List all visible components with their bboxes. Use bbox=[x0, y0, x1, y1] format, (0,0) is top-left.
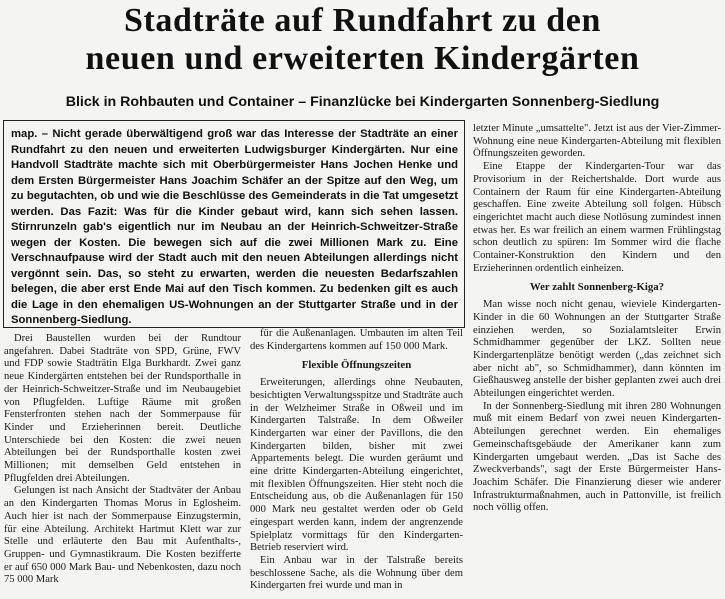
column-3-paragraph: Eine Etappe der Kindergarten-Tour war das Provisorium in der Reichertshalde. Dort wurde aus Containern der Raum für eine Kindergarten-Abteilung geschaffen. Eine zweite Abteilung soll folgen. Hübsch eingerichtet macht auch diese Notlösung zumindest innen etwas her. Es war freilich an einem warmen Frühlingstag schon deutlich zu spüren: Im Sommer wird die flache Container-Konstruktion den Kindern und den Erzieherinnen ordentlich einheizen. bbox=[473, 161, 721, 274]
column-1-paragraph: Gelungen ist nach Ansicht der Stadtväter der Anbau an den Kindergarten Thomas Morus in Eglosheim. Auch hier ist nach der Sommerpause Einzugstermin, für eine Abteilung. Architekt Hartmut Klett war zur Stelle und erläuterte den Bau mit Aufenthalts-, Gruppen- und Gymnastikraum. Die Kosten bezifferte er auf 650 000 Mark Bau- und Nebenkosten, dazu noch 75 000 Mark bbox=[4, 485, 241, 586]
headline-line-2: neuen und erweiterten Kindergärten bbox=[85, 40, 640, 77]
section-heading-sonnenberg: Wer zahlt Sonnenberg-Kiga? bbox=[529, 281, 665, 294]
subheadline: Blick in Rohbauten und Container – Finanzlücke bei Kindergarten Sonnenberg-Siedlung bbox=[65, 94, 660, 110]
column-3-paragraph: Man wisse noch nicht genau, wieviele Kindergarten-Kinder in die 60 Wohnungen an der Stuttgarter Straße einziehen werden, so Sozialamtsleiter Erwin Schmidhammer gegenüber der LKZ. Sollten neue Kindergartenplätze benötigt werden („das zeichnet sich aber nicht ab", so Schmidhammer), dann könnten im Gießhausweg anstelle der bisher geplanten zwei auch drei Abteilungen eingerichtet werden. bbox=[473, 299, 721, 400]
column-3 bbox=[473, 123, 721, 515]
column-3-paragraph: In der Sonnenberg-Siedlung mit ihren 280 Wohnungen muß mit einem Bedarf von zwei neuen Kindergarten-Abteilungen gerechnet werden. Ein ehemaliges Gemeinschaftsgebäude der Amerikaner kann zum Kindergarten umgebaut werden. „Das ist Sache des Zweckverbands", sagt der Erste Bürgermeister Hans-Joachim Schäfer. Die Finanzierung dieser wie anderer Infrastrukturmaßnahmen, auch in Pattonville, ist freilich noch völlig offen. bbox=[473, 400, 721, 514]
column-1 bbox=[4, 333, 241, 587]
column-2-paragraph: für die Außenanlagen. Umbauten im alten Teil des Kindergartens kommen auf 150 000 Mark. bbox=[250, 328, 463, 352]
column-3-paragraph: letzter Minute „umsattelte". Jetzt ist aus der Vier-Zimmer-Wohnung eine neue Kindergarten-Abteilung mit flexiblen Öffnungszeiten geworden. bbox=[473, 123, 721, 160]
lead-box: map. – Nicht gerade überwältigend groß war das Interesse der Stadträte an einer Rundfahrt zu den neuen und erweiterten Ludwigsburger Kindergärten. Nur eine Handvoll Stadträte machte sich mit Oberbürgermeister Hans Jochen Henke und dem Ersten Bürgermeister Hans Joachim Schäfer an der Spitze auf den Weg, um zu begutachten, ob und wie die Beschlüsse des Gemeinderats in die Tat umgesetzt werden. Das Fazit: Was für die Kinder gebaut wird, kann sich sehen lassen. Stirnrunzeln gab's eigentlich nur im Neubau an der Heinrich-Schweitzer-Straße wegen der Kosten. Die bewegen sich auf die zwei Millionen Mark zu. Eine Verschnaufpause wird der Stadt auch mit den neuen Abteilungen allerdings nicht vergönnt sein. Das, so steht zu erwarten, werden die neuesten Bedarfszahlen belegen, die aber erst Ende Mai auf den Tisch kommen. Zu bedenken gilt es auch die Lage in den ehemaligen US-Wohnungen an der Stuttgarter Straße und in der Sonnenberg-Siedlung. bbox=[3, 120, 465, 328]
headline bbox=[0, 2, 725, 78]
headline-line-1: Stadträte auf Rundfahrt zu den bbox=[123, 2, 602, 39]
column-2-paragraph: Ein Anbau war in der Talstraße bereits beschlossene Sache, als die Wohnung über dem Kindergarten frei wurde und man in bbox=[250, 554, 463, 592]
column-2 bbox=[250, 328, 463, 593]
column-1-paragraph: Drei Baustellen wurden bei der Rundtour angefahren. Dabei Stadträte von SPD, Grüne, FWV und FDP sowie Stadträtin Elga Burkhardt. Zwei ganz neue Kindergärten entstehen bei der Rundsporthalle in der Heinrich-Schweitzer-Straße und im Neubaugebiet von Pflugfelden. Luftige Räume mit großen Fensterfronten stehen nach der Sommerpause für Kinder und Erzieherinnen bereit. Deutliche Unterschiede bei den Kosten: die zwei neuen Abteilungen bei der Rundsporthalle kosten zwei Millionen; mit demselben Geld entstehen in Pflugfelden drei Abteilungen. bbox=[4, 333, 241, 484]
section-heading-flexible: Flexible Öffnungszeiten bbox=[301, 359, 412, 372]
column-2-paragraph: Erweiterungen, allerdings ohne Neubauten, besichtigten Verwaltungsspitze und Stadträte auch in der Welzheimer Straße in Oßweil und im Kindergarten Talstraße. In dem Oßweiler Kindergarten war einer der Pavillons, die den Kindergarten bilden, bisher mit zwei Appartements belegt. Die wurden geräumt und eine dritte Kindergarten-Abteilung eingerichtet, mit flexiblen Öffnungszeiten. Hier steht noch die Entscheidung aus, ob die Außenanlagen für 150 000 Mark neu gestaltet werden oder ob Geld eingespart werden kann, indem der angrenzende Spielplatz vormittags für den Kindergarten-Betrieb reserviert wird. bbox=[250, 377, 463, 554]
